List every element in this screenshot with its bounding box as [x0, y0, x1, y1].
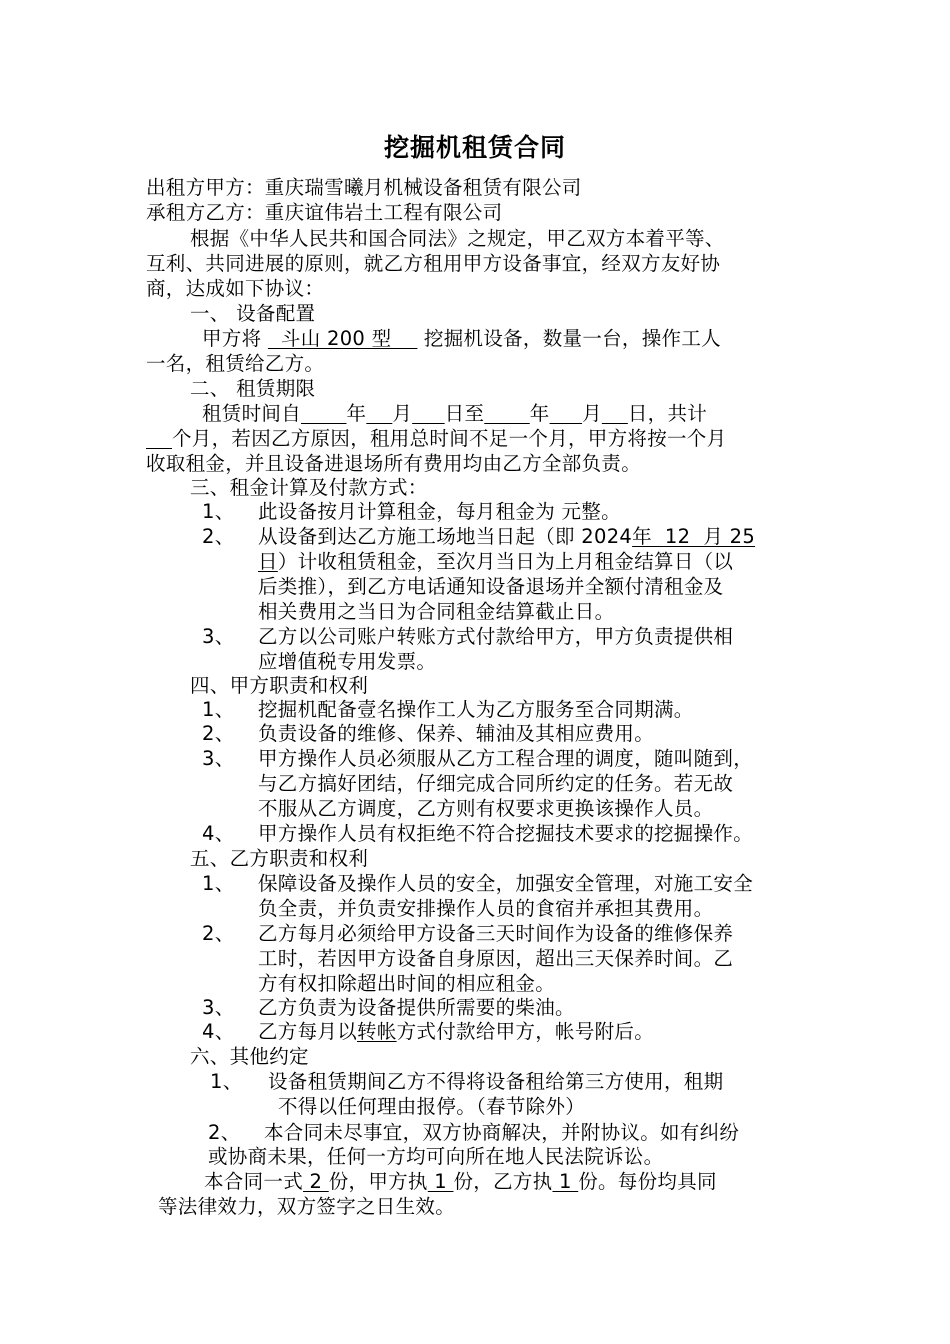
item-number: 1、: [202, 872, 235, 895]
s6-item-2-line-1: 本合同未尽事宜，双方协商解决，并附协议。如有纠纷: [264, 1121, 740, 1144]
section-4-heading: 四、甲方职责和权利: [190, 674, 369, 697]
blank-field: [366, 402, 392, 425]
closing-line-2: 等法律效力，双方签字之日生效。: [158, 1195, 456, 1218]
closing-b: 份，甲方执: [328, 1170, 428, 1193]
intro-line-1: 根据《中华人民共和国合同法》之规定，甲乙双方本着平等、: [190, 227, 725, 250]
s2-g: 日，共计: [627, 402, 708, 425]
s5-i4-pre: 乙方每月以: [258, 1020, 358, 1043]
s5-item-3: 乙方负责为设备提供所需要的柴油。: [258, 996, 575, 1019]
s4-item-1: 挖掘机配备壹名操作工人为乙方服务至合同期满。: [258, 698, 694, 721]
section-2-heading: 二、 租赁期限: [190, 377, 316, 400]
copies-party-b: 1: [552, 1170, 579, 1193]
closing-line-1: [204, 1170, 717, 1194]
s5-item-2-line-1: 乙方每月必须给甲方设备三天时间作为设备的维修保养: [258, 922, 734, 945]
s3-date-underlined: 年 12 月 25: [632, 525, 756, 548]
s3-item-1: 此设备按月计算租金，每月租金为 元整。: [258, 500, 621, 523]
item-number: 2、: [202, 722, 235, 745]
item-number: 2、: [208, 1121, 241, 1144]
s4-item-3-line-3: 不服从乙方调度，乙方则有权要求更换该操作人员。: [258, 797, 714, 820]
s2-c: 月: [392, 402, 413, 425]
s4-item-3-line-2: 与乙方搞好团结，仔细完成合同所约定的任务。若无故: [258, 772, 734, 795]
s3-item-2-line-1: [258, 525, 755, 549]
s2-e: 年: [529, 402, 550, 425]
s3-item-3-line-2: 应增值税专用发票。: [258, 650, 437, 673]
s3-item-3-line-1: 乙方以公司账户转账方式付款给甲方，甲方负责提供相: [258, 625, 734, 648]
s3-item-2-line-3: 后类推），到乙方电话通知设备退场并全额付清租金及: [258, 575, 724, 598]
s2-d: 日至: [444, 402, 485, 425]
lessee-line: 承租方乙方：重庆谊伟岩土工程有限公司: [146, 201, 503, 224]
s5-item-2-line-2: 工时，若因甲方设备自身原因，超出三天保养时间。乙: [258, 947, 734, 970]
s3-i2-l2: ）计收租赁租金，至次月当日为上月租金结算日（以: [277, 550, 734, 573]
section-2-line-1: [202, 402, 707, 426]
section-1-line-1: [202, 327, 721, 351]
blank-field: [412, 402, 445, 425]
s5-i4-post: 方式付款给甲方，帐号附后。: [396, 1020, 655, 1043]
s2-l2: 个月，若因乙方原因，租用总时间不足一个月，甲方将按一个月: [172, 427, 727, 450]
s6-item-2-line-2: 或协商未果，任何一方均可向所在地人民法院诉讼。: [208, 1145, 664, 1168]
s5-item-4: [258, 1020, 654, 1044]
blank-field: [301, 402, 347, 425]
section-2-line-2: [146, 427, 726, 451]
blank-field: [146, 427, 172, 450]
section-1-heading: 一、 设备配置: [190, 302, 316, 325]
s6-item-1-line-1: 设备租赁期间乙方不得将设备租给第三方使用，租期: [268, 1070, 724, 1093]
section-1-line-2: 一名，租赁给乙方。: [146, 352, 325, 375]
item-number: 3、: [202, 996, 235, 1019]
blank-field: [602, 402, 628, 425]
s2-f: 月: [582, 402, 602, 425]
item-number: 2、: [202, 922, 235, 945]
s2-a: 租赁时间自: [202, 402, 302, 425]
section-6-heading: 六、其他约定: [190, 1045, 309, 1068]
closing-d: 份。每份均具同: [578, 1170, 717, 1193]
section-5-heading: 五、乙方职责和权利: [190, 847, 369, 870]
s5-i4-underlined: 转帐: [357, 1020, 397, 1043]
lessor-line: 出租方甲方：重庆瑞雪曦月机械设备租赁有限公司: [146, 176, 582, 199]
s3-item-2-line-2: [258, 550, 733, 574]
copies-total: 2: [303, 1170, 329, 1193]
copies-party-a: 1: [427, 1170, 454, 1193]
item-number: 1、: [210, 1070, 243, 1093]
section-2-line-3: 收取租金，并且设备进退场所有费用均由乙方全部负责。: [146, 452, 642, 475]
s4-item-2: 负责设备的维修、保养、辅油及其相应费用。: [258, 722, 655, 745]
s1-text-post: 挖掘机设备，数量一台，操作工人: [423, 327, 721, 350]
item-number: 1、: [202, 698, 235, 721]
s1-text-pre: 甲方将: [202, 327, 262, 350]
s3-item-2-line-4: 相关费用之当日为合同租金结算截止日。: [258, 600, 615, 623]
s2-b: 年: [346, 402, 367, 425]
item-number: 3、: [202, 625, 235, 648]
s3-day-underlined: 日: [258, 550, 278, 573]
intro-line-3: 商，达成如下协议：: [146, 277, 325, 300]
s5-item-1-line-1: 保障设备及操作人员的安全，加强安全管理，对施工安全: [258, 872, 754, 895]
s3-i2-pre: 从设备到达乙方施工场地当日起（即 2024: [258, 525, 633, 548]
blank-field: [550, 402, 583, 425]
page-title: 挖掘机租赁合同: [383, 133, 566, 162]
s4-item-4: 甲方操作人员有权拒绝不符合挖掘技术要求的挖掘操作。: [258, 822, 754, 845]
closing-c: 份，乙方执: [453, 1170, 553, 1193]
item-number: 4、: [202, 1020, 235, 1043]
item-number: 3、: [202, 747, 235, 770]
s5-item-1-line-2: 负全责，并负责安排操作人员的食宿并承担其费用。: [258, 897, 714, 920]
s5-item-2-line-3: 方有权扣除超出时间的相应租金。: [258, 972, 556, 995]
s1-model-underlined: 斗山 200 型: [267, 327, 418, 350]
item-number: 1、: [202, 500, 235, 523]
s4-item-3-line-1: 甲方操作人员必须服从乙方工程合理的调度，随叫随到，: [258, 747, 754, 770]
closing-a: 本合同一式: [204, 1170, 304, 1193]
blank-field: [484, 402, 530, 425]
section-3-heading: 三、租金计算及付款方式：: [190, 476, 428, 499]
intro-line-2: 互利、共同进展的原则，就乙方租用甲方设备事宜，经双方友好协: [146, 252, 721, 275]
item-number: 2、: [202, 525, 235, 548]
item-number: 4、: [202, 822, 235, 845]
s6-item-1-line-2: 不得以任何理由报停。（春节除外）: [278, 1095, 586, 1118]
